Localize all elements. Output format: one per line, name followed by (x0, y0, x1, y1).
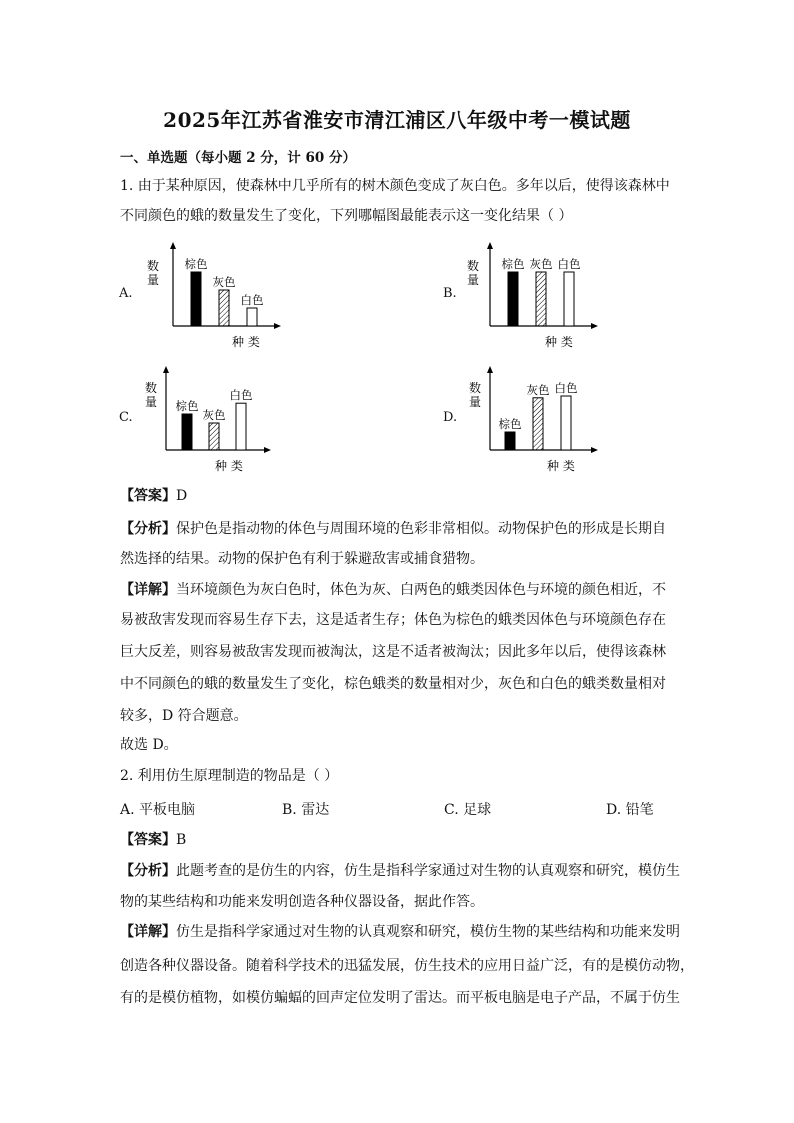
x-axis-arrow (591, 447, 598, 453)
analysis-text: 此题考查的是仿生的内容，仿生是指科学家通过对生物的认真观察和研究，模仿生 (176, 863, 680, 879)
q2-option-b: B. 雷达 (282, 802, 330, 818)
bar-label: 白色 (554, 381, 578, 395)
section-heading: 一、单选题（每小题 2 分，计 60 分） (120, 150, 356, 166)
analysis-tag: 【分析】 (120, 863, 176, 879)
q1-detail-line3: 巨大反差，则容易被敌害发现而被淘汰，这是不适者被淘汰；因此多年以后，使得该森林 (120, 644, 666, 660)
q1-detail-line5: 较多，D 符合题意。 (120, 708, 248, 724)
bar-灰色 (536, 272, 546, 326)
bar-label: 灰色 (202, 408, 226, 422)
y-axis-arrow (163, 366, 169, 373)
q2-analysis-line1 (120, 857, 680, 885)
bar-棕色 (182, 414, 192, 450)
q1-conclusion: 故选 D。 (120, 737, 178, 753)
detail-tag: 【详解】 (120, 582, 176, 598)
q1-stem-line1: 1. 由于某种原因，使森林中几乎所有的树木颜色变成了灰白色。多年以后，使得该森林中 (120, 178, 670, 194)
q1-analysis-line1 (120, 515, 666, 543)
bar-灰色 (209, 423, 219, 450)
q2-analysis-line2: 物的某些结构和功能来发明创造各种仪器设备，据此作答。 (120, 894, 484, 910)
bar-label: 棕色 (501, 257, 525, 271)
y-axis-label-top: 数 (469, 381, 482, 395)
detail-text: 当环境颜色为灰白色时，体色为灰、白两色的蛾类因体色与环境的颜色相近，不 (176, 582, 666, 598)
bar-白色 (564, 272, 574, 326)
y-axis-arrow (487, 366, 493, 373)
q2-detail-line1 (120, 918, 680, 946)
q1-option-c-label: C. (119, 410, 133, 425)
q2-detail-line2: 创造各种仪器设备。随着科学技术的迅猛发展，仿生技术的应用日益广泛，有的是模仿动物， (120, 958, 694, 974)
q1-chart-a (140, 240, 290, 355)
q2-stem: 2. 利用仿生原理制造的物品是（ ） (120, 768, 339, 784)
bar-label: 棕色 (184, 257, 208, 271)
x-axis-label: 种 类 (232, 335, 260, 349)
bar-label: 白色 (240, 293, 264, 307)
x-axis-label: 种 类 (547, 459, 575, 473)
bar-白色 (247, 308, 257, 326)
detail-text: 仿生是指科学家通过对生物的认真观察和研究，模仿生物的某些结构和功能来发明 (176, 924, 680, 940)
bar-棕色 (191, 272, 201, 326)
q1-option-a-label: A. (119, 286, 133, 301)
answer-tag: 【答案】 (120, 832, 176, 848)
bar-白色 (236, 403, 246, 450)
q1-chart-b (455, 240, 605, 355)
page-title: 2025年江苏省淮安市清江浦区八年级中考一模试题 (163, 108, 631, 132)
q1-answer (120, 482, 187, 510)
answer-value: D (176, 488, 188, 504)
q2-answer (120, 826, 186, 854)
x-axis-label: 种 类 (215, 459, 243, 473)
q1-chart-d (455, 362, 605, 477)
analysis-tag: 【分析】 (120, 521, 176, 537)
q2-option-a: A. 平板电脑 (120, 802, 196, 818)
y-axis-label-top: 数 (147, 259, 160, 273)
q1-detail-line2: 易被敌害发现而容易生存下去，这是适者生存；体色为棕色的蛾类因体色与环境颜色存在 (120, 612, 666, 628)
bar-灰色 (533, 398, 543, 450)
bar-棕色 (508, 272, 518, 326)
q1-chart-c (140, 362, 290, 477)
q1-option-b-label: B. (443, 286, 457, 301)
bar-label: 白色 (229, 388, 253, 403)
answer-value: B (176, 832, 187, 848)
bar-label: 白色 (557, 257, 581, 271)
bar-label: 棕色 (175, 399, 199, 413)
bar-label: 灰色 (529, 257, 553, 271)
x-axis-label: 种 类 (545, 335, 573, 349)
bar-灰色 (219, 290, 229, 326)
q1-option-d-label: D. (443, 410, 458, 425)
q1-detail-line1 (120, 576, 666, 604)
y-axis-arrow (487, 242, 493, 249)
q2-detail-line3: 有的是模仿植物，如模仿蝙蝠的回声定位发明了雷达。而平板电脑是电子产品，不属于仿生 (120, 990, 680, 1006)
answer-tag: 【答案】 (120, 488, 176, 504)
y-axis-label-bottom: 量 (467, 273, 480, 287)
y-axis-label-top: 数 (145, 381, 158, 395)
detail-tag: 【详解】 (120, 924, 176, 940)
bar-label: 棕色 (498, 417, 522, 431)
bar-白色 (561, 396, 571, 450)
bar-棕色 (505, 432, 515, 450)
q1-analysis-line2: 然选择的结果。动物的保护色有利于躲避敌害或捕食猎物。 (120, 551, 484, 567)
y-axis-label-bottom: 量 (145, 395, 158, 409)
x-axis-arrow (274, 323, 281, 329)
bar-label: 灰色 (212, 275, 236, 289)
x-axis-arrow (591, 323, 598, 329)
q1-detail-line4: 中不同颜色的蛾的数量发生了变化，棕色蛾类的数量相对少，灰色和白色的蛾类数量相对 (120, 676, 666, 692)
analysis-text: 保护色是指动物的体色与周围环境的色彩非常相似。动物保护色的形成是长期自 (176, 521, 666, 537)
y-axis-label-bottom: 量 (147, 273, 160, 287)
y-axis-label-bottom: 量 (469, 395, 482, 409)
q1-stem-line2: 不同颜色的蛾的数量发生了变化，下列哪幅图最能表示这一变化结果（ ） (120, 208, 573, 224)
x-axis-arrow (264, 447, 271, 453)
y-axis-label-top: 数 (467, 259, 480, 273)
q2-option-d: D. 铅笔 (606, 802, 654, 818)
bar-label: 灰色 (526, 382, 550, 397)
q2-option-c: C. 足球 (444, 802, 492, 818)
y-axis-arrow (170, 242, 176, 249)
